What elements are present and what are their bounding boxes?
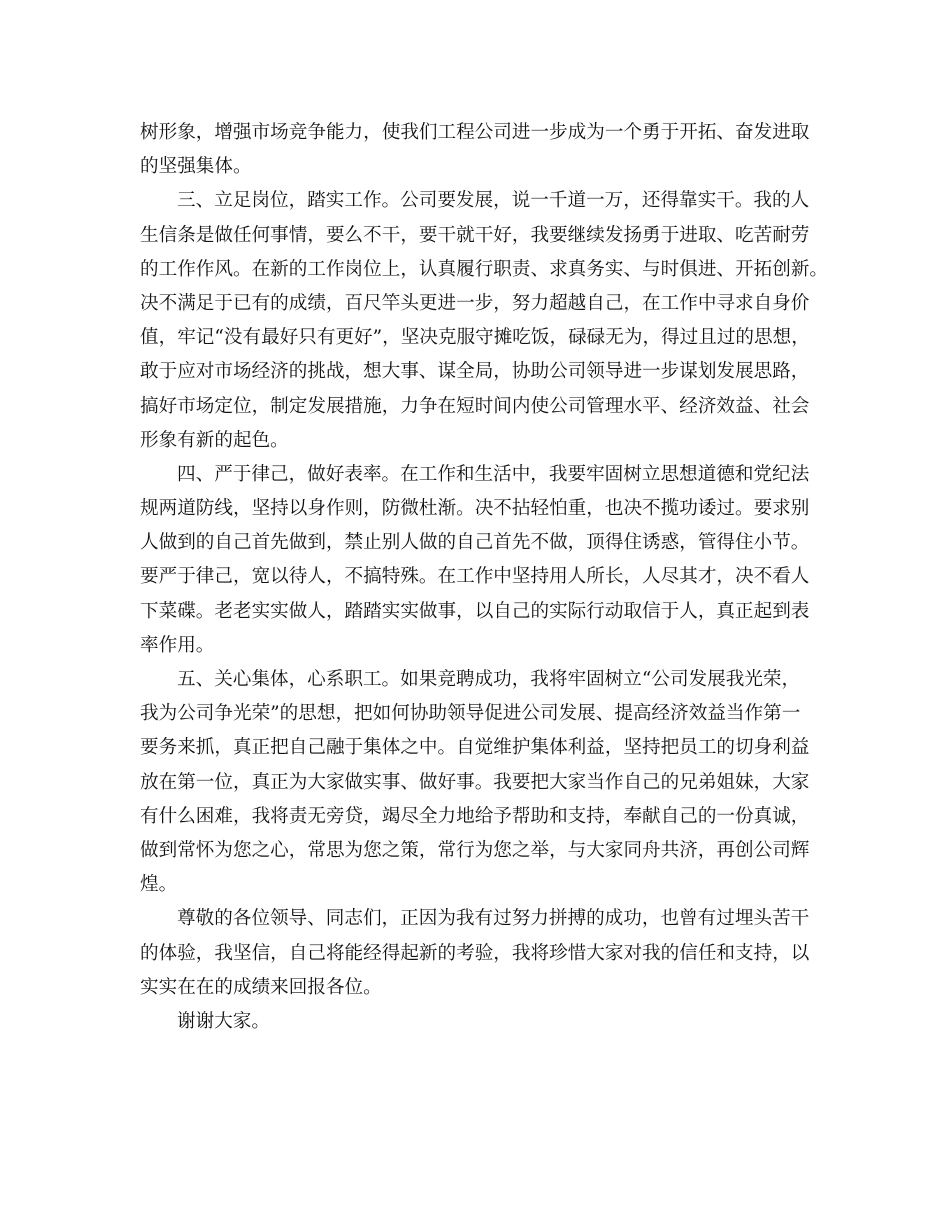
text-line: 三、立足岗位，踏实工作。公司要发展，说一千道一万，还得靠实干。我的人 — [177, 190, 810, 212]
text-line: 要严于律己，宽以待人，不搞特殊。在工作中坚持用人所长，人尽其才，决不看人 — [140, 566, 810, 588]
text-line: 尊敬的各位领导、同志们，正因为我有过努力拼搏的成功，也曾有过埋头苦干 — [177, 908, 810, 930]
text-line: 的工作作风。在新的工作岗位上，认真履行职责、求真务实、与时俱进、开拓创新。 — [140, 258, 828, 280]
text-line: 实实在在的成绩来回报各位。 — [140, 976, 382, 998]
text-line: 的体验，我坚信，自己将能经得起新的考验，我将珍惜大家对我的信任和支持，以 — [140, 942, 810, 964]
text-line: 放在第一位，真正为大家做实事、做好事。我要把大家当作自己的兄弟姐妹，大家 — [140, 771, 810, 793]
text-line: 树形象，增强市场竞争能力，使我们工程公司进一步成为一个勇于开拓、奋发进取 — [140, 122, 810, 143]
text-line: 率作用。 — [140, 634, 215, 656]
text-line: 我为公司争光荣”的思想，把如何协助领导促进公司发展、提高经济效益当作第一 — [140, 703, 801, 725]
text-line: 下菜碟。老老实实做人，踏踏实实做事，以自己的实际行动取信于人，真正起到表 — [140, 600, 810, 622]
text-line: 有什么困难，我将责无旁贷，竭尽全力地给予帮助和支持，奉献自己的一份真诚， — [140, 805, 810, 827]
text-line: 决不满足于已有的成绩，百尺竿头更进一步，努力超越自己，在工作中寻求自身价 — [140, 292, 810, 314]
text-line: 要务来抓，真正把自己融于集体之中。自觉维护集体利益，坚持把员工的切身利益 — [140, 737, 810, 759]
text-line: 搞好市场定位，制定发展措施，力争在短时间内使公司管理水平、经济效益、社会 — [140, 395, 810, 417]
text-line: 煌。 — [140, 874, 178, 896]
text-line: 规两道防线，坚持以身作则，防微杜渐。决不拈轻怕重，也决不揽功诿过。要求别 — [140, 498, 810, 520]
text-line: 形象有新的起色。 — [140, 429, 289, 451]
text-line: 谢谢大家。 — [177, 1010, 270, 1032]
text-line: 的坚强集体。 — [140, 156, 252, 178]
text-line: 五、关心集体，心系职工。如果竞聘成功，我将牢固树立“公司发展我光荣， — [177, 669, 801, 690]
text-line: 四、严于律己，做好表率。在工作和生活中，我要牢固树立思想道德和党纪法 — [177, 463, 810, 485]
document-body — [140, 116, 828, 1039]
text-line: 生信条是做任何事情，要么不干，要干就干好，我要继续发扬勇于进取、吃苦耐劳 — [140, 224, 810, 246]
text-line: 值，牢记“没有最好只有更好”，坚决克服守摊吃饭，碌碌无为，得过且过的思想， — [140, 327, 810, 349]
text-line: 人做到的自己首先做到，禁止别人做的自己首先不做，顶得住诱惑，管得住小节。 — [140, 532, 810, 554]
text-line: 做到常怀为您之心，常思为您之策，常行为您之举，与大家同舟共济，再创公司辉 — [140, 839, 810, 861]
text-line: 敢于应对市场经济的挑战，想大事、谋全局，协助公司领导进一步谋划发展思路， — [140, 361, 810, 383]
